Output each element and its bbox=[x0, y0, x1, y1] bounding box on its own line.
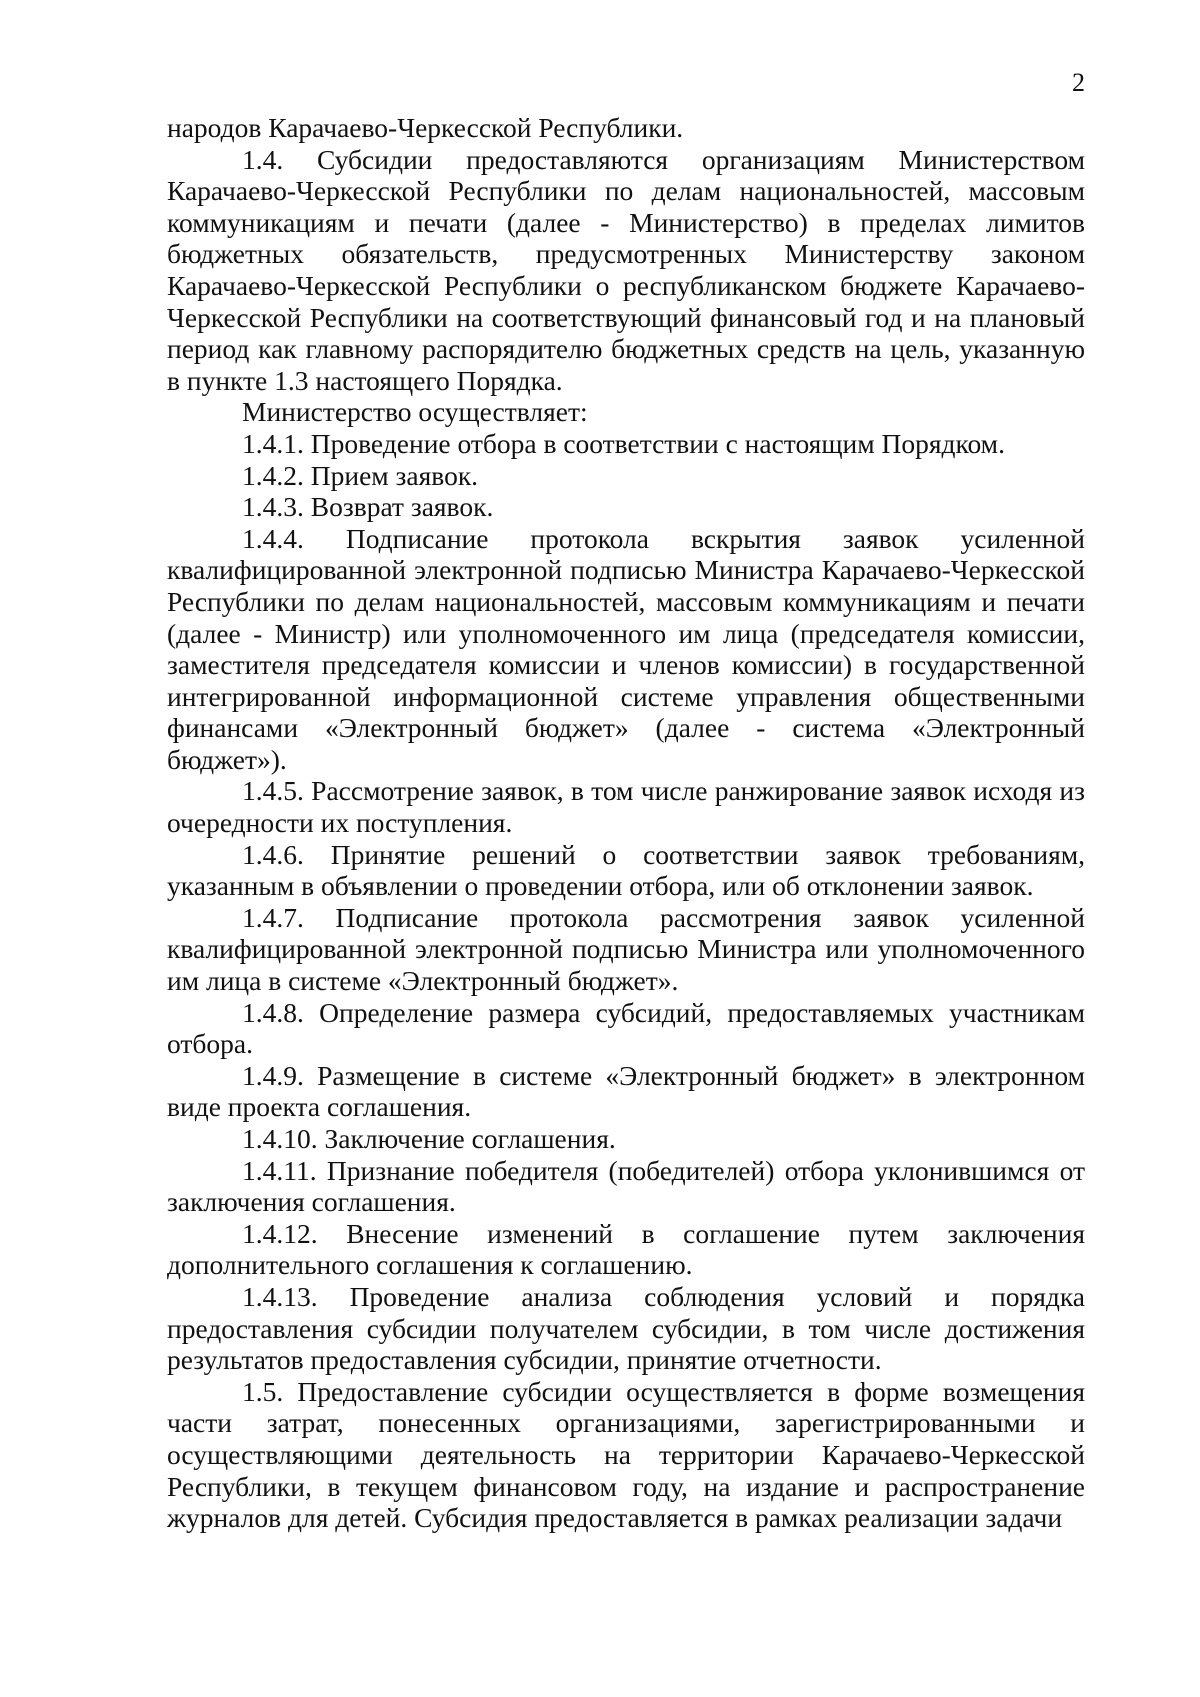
paragraph-7: 1.4.4. Подписание протокола вскрытия заявок усиленной квалифицированной электронной подписью Министра Карачаево-Черкесской Республики по делам национальностей, массовым коммуникациям и печати (далее - Министр) или уполномоченного им лица (председателя комиссии, заместителя председателя комиссии и членов комиссии) в государственной интегрированной информационной системе управления общественными финансами «Электронный бюджет» (далее - система «Электронный бюджет»). bbox=[167, 522, 1085, 775]
paragraph-10: 1.4.7. Подписание протокола рассмотрения заявок усиленной квалифицированной электронной подписью Министра или уполномоченного им лица в системе «Электронный бюджет». bbox=[167, 901, 1085, 997]
paragraph-6: 1.4.3. Возврат заявок. bbox=[242, 491, 494, 523]
paragraph-3: Министерство осуществляет: bbox=[242, 396, 588, 428]
document-body bbox=[167, 112, 1085, 1534]
paragraph-9: 1.4.6. Принятие решений о соответствии заявок требованиям, указанным в объявлении о проведении отбора, или об отклонении заявок. bbox=[167, 838, 1085, 902]
paragraph-8: 1.4.5. Рассмотрение заявок, в том числе ранжирование заявок исходя из очередности их поступления. bbox=[167, 775, 1085, 839]
paragraph-4: 1.4.1. Проведение отбора в соответствии с настоящим Порядком. bbox=[242, 427, 1005, 459]
paragraph-14: 1.4.11. Признание победителя (победителей) отбора уклонившимся от заключения соглашения. bbox=[167, 1154, 1085, 1218]
paragraph-13: 1.4.10. Заключение соглашения. bbox=[242, 1123, 616, 1154]
paragraph-2: 1.4. Субсидии предоставляются организациям Министерством Карачаево-Черкесской Республики по делам национальностей, массовым коммуникациям и печати (далее - Министерство) в пределах лимитов бюджетных обязательств, предусмотренных Министерству законом Карачаево-Черкесской Республики о республиканском бюджете Карачаево-Черкесской Республики на соответствующий финансовый год и на плановый период как главному распорядителю бюджетных средств на цель, указанную в пункте 1.3 настоящего Порядка. bbox=[167, 143, 1085, 396]
paragraph-16: 1.4.13. Проведение анализа соблюдения условий и порядка предоставления субсидии получателем субсидии, в том числе достижения результатов предоставления субсидии, принятие отчетности. bbox=[167, 1280, 1085, 1376]
page-number: 2 bbox=[1072, 68, 1085, 97]
paragraph-1: народов Карачаево-Черкесской Республики. bbox=[167, 112, 684, 143]
paragraph-5: 1.4.2. Прием заявок. bbox=[242, 459, 479, 491]
paragraph-12: 1.4.9. Размещение в системе «Электронный бюджет» в электронном виде проекта соглашения. bbox=[167, 1059, 1085, 1123]
paragraph-15: 1.4.12. Внесение изменений в соглашение путем заключения дополнительного соглашения к соглашению. bbox=[167, 1217, 1085, 1281]
paragraph-17: 1.5. Предоставление субсидии осуществляется в форме возмещения части затрат, понесенных организациями, зарегистрированными и осуществляющими деятельность на территории Карачаево-Черкесской Республики, в текущем финансовом году, на издание и распространение журналов для детей. Субсидия предоставляется в рамках реализации задачи bbox=[167, 1375, 1085, 1534]
paragraph-11: 1.4.8. Определение размера субсидий, предоставляемых участникам отбора. bbox=[167, 996, 1085, 1060]
